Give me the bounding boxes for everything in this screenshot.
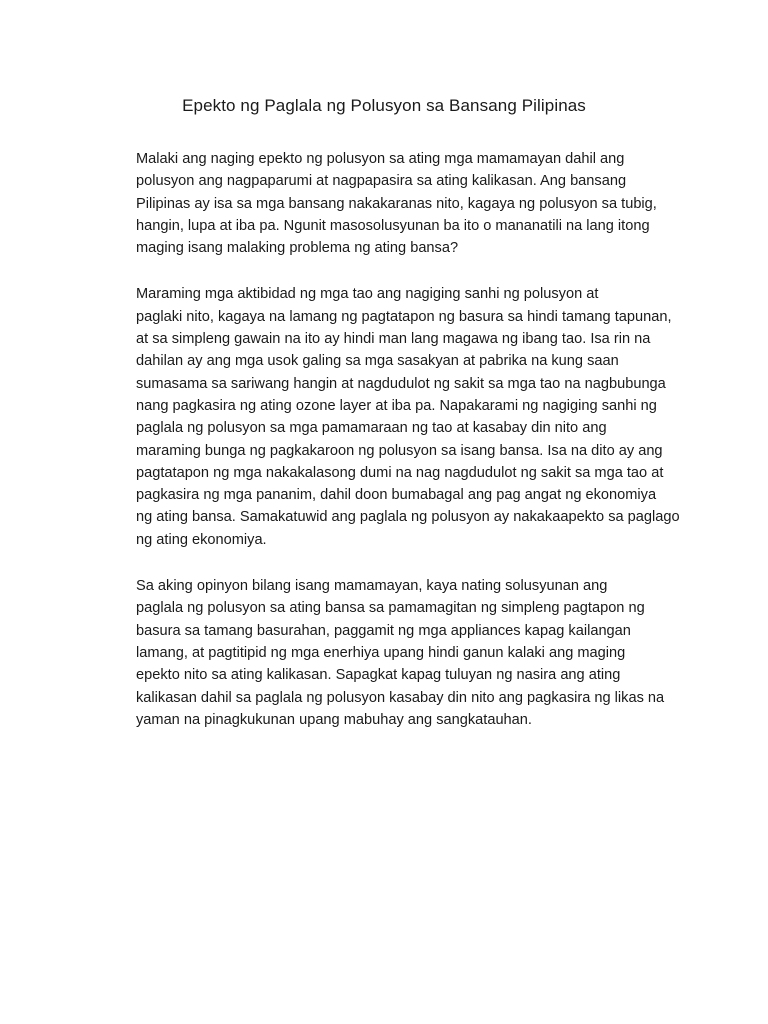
paragraph-line: maging isang malaking problema ng ating bansa? bbox=[136, 240, 459, 257]
paragraph-line: paglaki nito, kagaya na lamang ng pagtatapon ng basura sa hindi tamang tapunan, bbox=[136, 308, 672, 325]
paragraph-line: yaman na pinagkukunan upang mabuhay ang sangkatauhan. bbox=[136, 711, 532, 728]
paragraph-line: sumasama sa sariwang hangin at nagdudulot ng sakit sa mga tao na nagbubunga bbox=[136, 375, 666, 392]
paragraph-line: hangin, lupa at iba pa. Ngunit masosolusyunan ba ito o mananatili na lang itong bbox=[136, 217, 650, 234]
paragraph-line: ng ating bansa. Samakatuwid ang paglala ng polusyon ay nakakaapekto sa paglago bbox=[136, 509, 680, 526]
paragraph-line: pagkasira ng mga pananim, dahil doon bumabagal ang pag angat ng ekonomiya bbox=[136, 487, 657, 504]
paragraph-line: paglala ng polusyon sa mga pamamaraan ng tao at kasabay din nito ang bbox=[136, 420, 607, 437]
paragraph-line: pagtatapon ng mga nakakalasong dumi na nag nagdudulot ng sakit sa mga tao at bbox=[136, 464, 664, 481]
paragraph-2 bbox=[92, 283, 682, 551]
paragraph-line: Maraming mga aktibidad ng mga tao ang nagiging sanhi ng polusyon at bbox=[136, 286, 599, 303]
paragraph-line: nang pagkasira ng ating ozone layer at iba pa. Napakarami ng nagiging sanhi ng bbox=[136, 397, 657, 414]
document-body bbox=[92, 148, 682, 755]
paragraph-line: kalikasan dahil sa paglala ng polusyon kasabay din nito ang pagkasira ng likas na bbox=[136, 689, 665, 706]
paragraph-line: Pilipinas ay isa sa mga bansang nakakaranas nito, kagaya ng polusyon sa tubig, bbox=[136, 195, 657, 212]
paragraph-line: basura sa tamang basurahan, paggamit ng mga appliances kapag kailangan bbox=[136, 622, 631, 639]
paragraph-line: maraming bunga ng pagkakaroon ng polusyon sa isang bansa. Isa na dito ay ang bbox=[136, 442, 663, 459]
paragraph-line: epekto nito sa ating kalikasan. Sapagkat kapag tuluyan ng nasira ang ating bbox=[136, 667, 621, 684]
paragraph-line: paglala ng polusyon sa ating bansa sa pamamagitan ng simpleng pagtapon ng bbox=[136, 600, 645, 617]
paragraph-line: Sa aking opinyon bilang isang mamamayan, kaya nating solusyunan ang bbox=[136, 578, 608, 595]
paragraph-line: polusyon ang nagpaparumi at nagpapasira sa ating kalikasan. Ang bansang bbox=[136, 173, 627, 190]
paragraph-1 bbox=[92, 148, 682, 259]
paragraph-line: at sa simpleng gawain na ito ay hindi man lang magawa ng ibang tao. Isa rin na bbox=[136, 331, 651, 348]
paragraph-3 bbox=[92, 575, 682, 731]
paragraph-line: dahilan ay ang mga usok galing sa mga sasakyan at pabrika na kung saan bbox=[136, 353, 619, 370]
paragraph-line: Malaki ang naging epekto ng polusyon sa ating mga mamamayan dahil ang bbox=[136, 151, 625, 167]
page-title: Epekto ng Paglala ng Polusyon sa Bansang Pilipinas bbox=[182, 96, 586, 115]
paragraph-line: ng ating ekonomiya. bbox=[136, 531, 267, 548]
paragraph-line: lamang, at pagtitipid ng mga enerhiya upang hindi ganun kalaki ang maging bbox=[136, 644, 626, 661]
